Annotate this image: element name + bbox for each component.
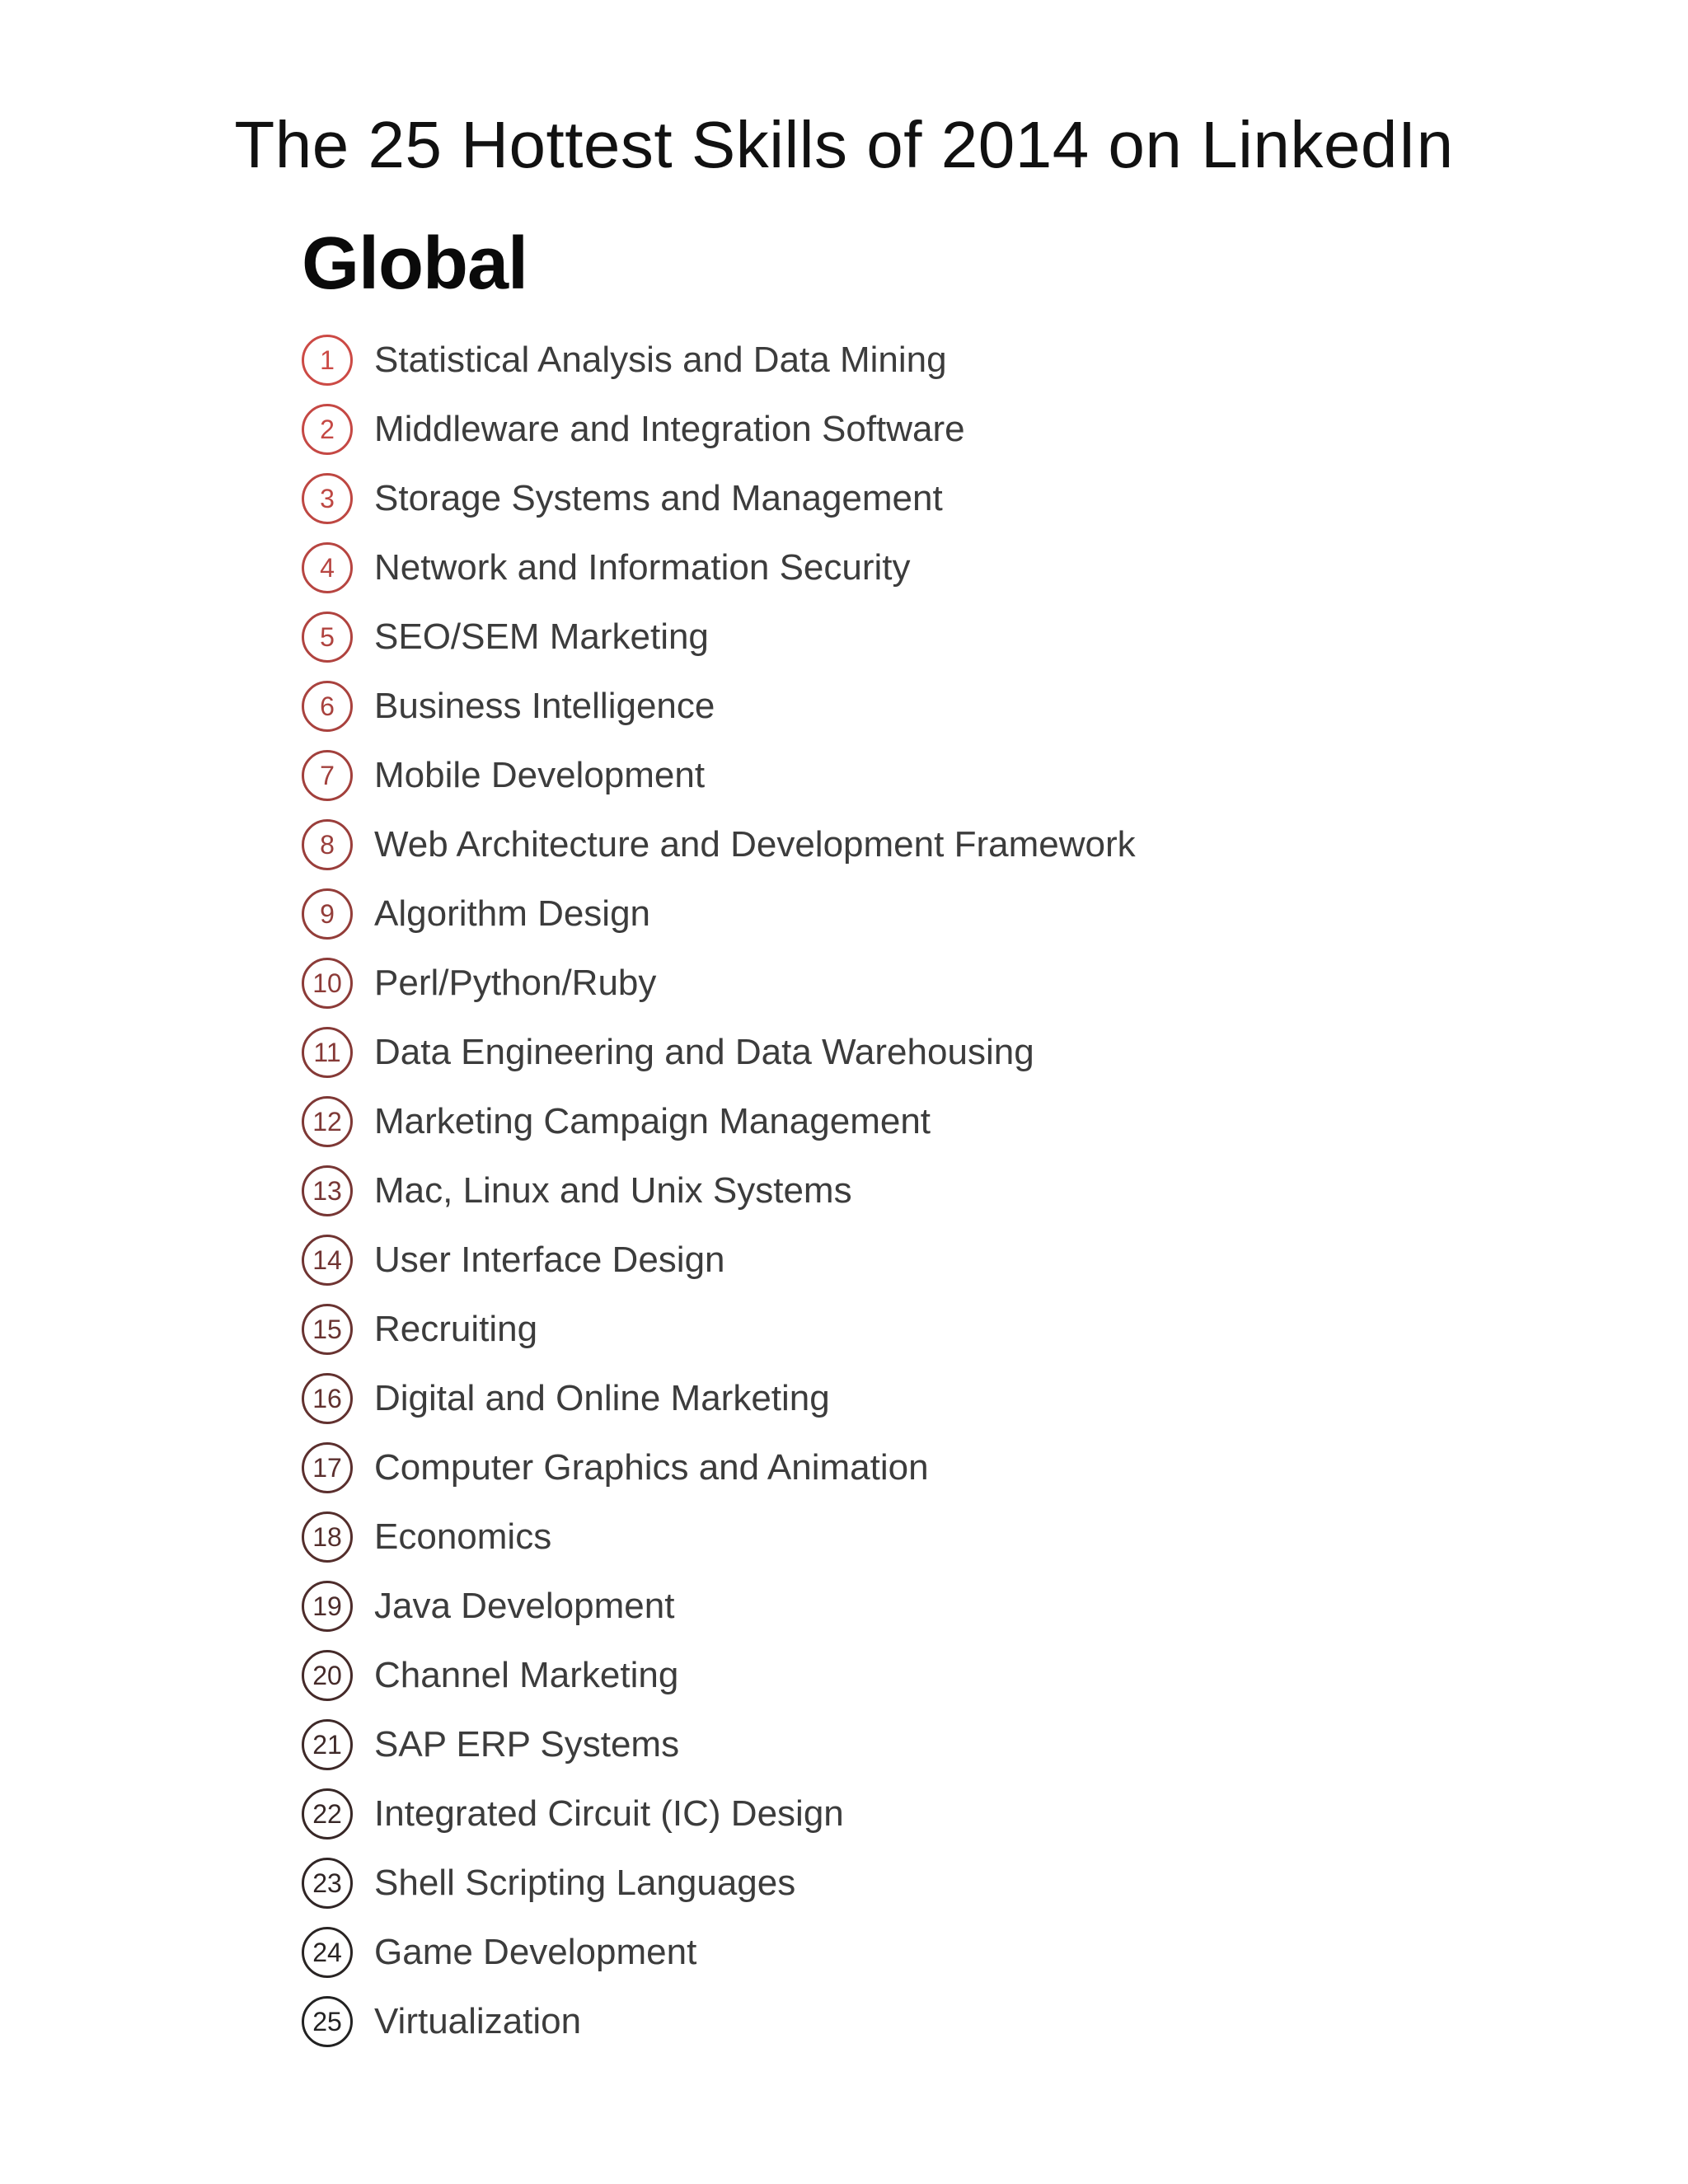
rank-number: 19 — [312, 1591, 342, 1621]
rank-badge — [302, 1858, 353, 1909]
rank-badge — [302, 1511, 353, 1563]
skill-label: Business Intelligence — [374, 686, 715, 726]
rank-number: 24 — [312, 1938, 342, 1967]
skill-item — [302, 464, 1136, 533]
skill-item — [302, 533, 1136, 602]
rank-badge — [302, 1304, 353, 1355]
rank-badge — [302, 542, 353, 593]
skill-label: Marketing Campaign Management — [374, 1101, 931, 1141]
rank-number: 18 — [312, 1522, 342, 1552]
skill-item — [302, 1087, 1136, 1156]
skill-label: Recruiting — [374, 1309, 538, 1349]
rank-badge — [302, 1165, 353, 1216]
rank-badge — [302, 1581, 353, 1632]
skill-label: SEO/SEM Marketing — [374, 616, 709, 657]
rank-badge — [302, 1719, 353, 1770]
skill-item — [302, 741, 1136, 810]
skill-item — [302, 879, 1136, 949]
rank-badge — [302, 612, 353, 663]
rank-badge — [302, 1996, 353, 2047]
rank-number: 22 — [312, 1799, 342, 1829]
skill-item — [302, 1987, 1136, 2056]
skill-item — [302, 949, 1136, 1018]
skill-label: Game Development — [374, 1932, 697, 1972]
skill-item — [302, 1433, 1136, 1502]
page-title: The 25 Hottest Skills of 2014 on LinkedIn — [234, 108, 1454, 181]
rank-number: 2 — [320, 415, 335, 444]
rank-number: 9 — [320, 899, 335, 929]
skill-item — [302, 1849, 1136, 1918]
rank-number: 17 — [312, 1453, 342, 1483]
skill-label: Storage Systems and Management — [374, 478, 943, 518]
rank-number: 7 — [320, 761, 335, 790]
skill-label: SAP ERP Systems — [374, 1724, 680, 1765]
skill-label: Channel Marketing — [374, 1655, 679, 1695]
skill-item — [302, 395, 1136, 464]
skill-item — [302, 1295, 1136, 1364]
rank-number: 10 — [312, 968, 342, 998]
skill-item — [302, 672, 1136, 741]
rank-badge — [302, 1027, 353, 1078]
rank-number: 20 — [312, 1661, 342, 1690]
rank-badge — [302, 888, 353, 940]
skill-label: Middleware and Integration Software — [374, 409, 965, 449]
rank-badge — [302, 404, 353, 455]
rank-number: 6 — [320, 691, 335, 721]
rank-number: 11 — [313, 1038, 341, 1067]
skill-label: Algorithm Design — [374, 893, 651, 934]
rank-number: 4 — [320, 553, 335, 583]
rank-number: 13 — [312, 1176, 342, 1206]
rank-number: 23 — [312, 1868, 342, 1898]
skill-label: Java Development — [374, 1586, 675, 1626]
rank-badge — [302, 1788, 353, 1840]
skill-label: Perl/Python/Ruby — [374, 963, 657, 1003]
rank-number: 14 — [312, 1245, 342, 1275]
skill-label: User Interface Design — [374, 1240, 725, 1280]
rank-badge — [302, 958, 353, 1009]
skill-label: Web Architecture and Development Framework — [374, 824, 1136, 865]
rank-badge — [302, 1373, 353, 1424]
skills-list — [302, 326, 1136, 2056]
skill-item — [302, 1226, 1136, 1295]
skill-item — [302, 1710, 1136, 1779]
rank-number: 15 — [312, 1315, 342, 1344]
rank-number: 16 — [312, 1384, 342, 1413]
rank-badge — [302, 1235, 353, 1286]
skill-item — [302, 1502, 1136, 1572]
rank-badge — [302, 750, 353, 801]
rank-badge — [302, 1650, 353, 1701]
skill-label: Integrated Circuit (IC) Design — [374, 1793, 844, 1834]
skill-item — [302, 1641, 1136, 1710]
rank-number: 25 — [312, 2007, 342, 2036]
rank-badge — [302, 1096, 353, 1147]
rank-badge — [302, 335, 353, 386]
skill-item — [302, 602, 1136, 672]
skill-label: Mac, Linux and Unix Systems — [374, 1170, 852, 1211]
rank-number: 3 — [320, 484, 335, 513]
rank-badge — [302, 1442, 353, 1493]
skill-label: Statistical Analysis and Data Mining — [374, 340, 947, 380]
rank-badge — [302, 1927, 353, 1978]
skill-label: Virtualization — [374, 2001, 582, 2041]
rank-number: 12 — [312, 1107, 342, 1137]
rank-number: 8 — [320, 830, 335, 860]
skill-label: Economics — [374, 1516, 552, 1557]
rank-badge — [302, 473, 353, 524]
skill-item — [302, 1156, 1136, 1226]
skill-label: Shell Scripting Languages — [374, 1863, 796, 1903]
skill-label: Data Engineering and Data Warehousing — [374, 1032, 1034, 1072]
skill-item — [302, 1779, 1136, 1849]
rank-badge — [302, 681, 353, 732]
skill-label: Mobile Development — [374, 755, 706, 795]
skill-item — [302, 326, 1136, 395]
rank-number: 1 — [320, 345, 335, 375]
rank-badge — [302, 819, 353, 870]
skill-item — [302, 1572, 1136, 1641]
skill-item — [302, 1364, 1136, 1433]
section-heading: Global — [302, 223, 528, 305]
rank-number: 21 — [312, 1730, 342, 1760]
skill-item — [302, 1018, 1136, 1087]
skill-label: Network and Information Security — [374, 547, 911, 588]
skill-item — [302, 810, 1136, 879]
skill-label: Digital and Online Marketing — [374, 1378, 830, 1418]
skill-label: Computer Graphics and Animation — [374, 1447, 929, 1488]
rank-number: 5 — [320, 622, 335, 652]
skill-item — [302, 1918, 1136, 1987]
